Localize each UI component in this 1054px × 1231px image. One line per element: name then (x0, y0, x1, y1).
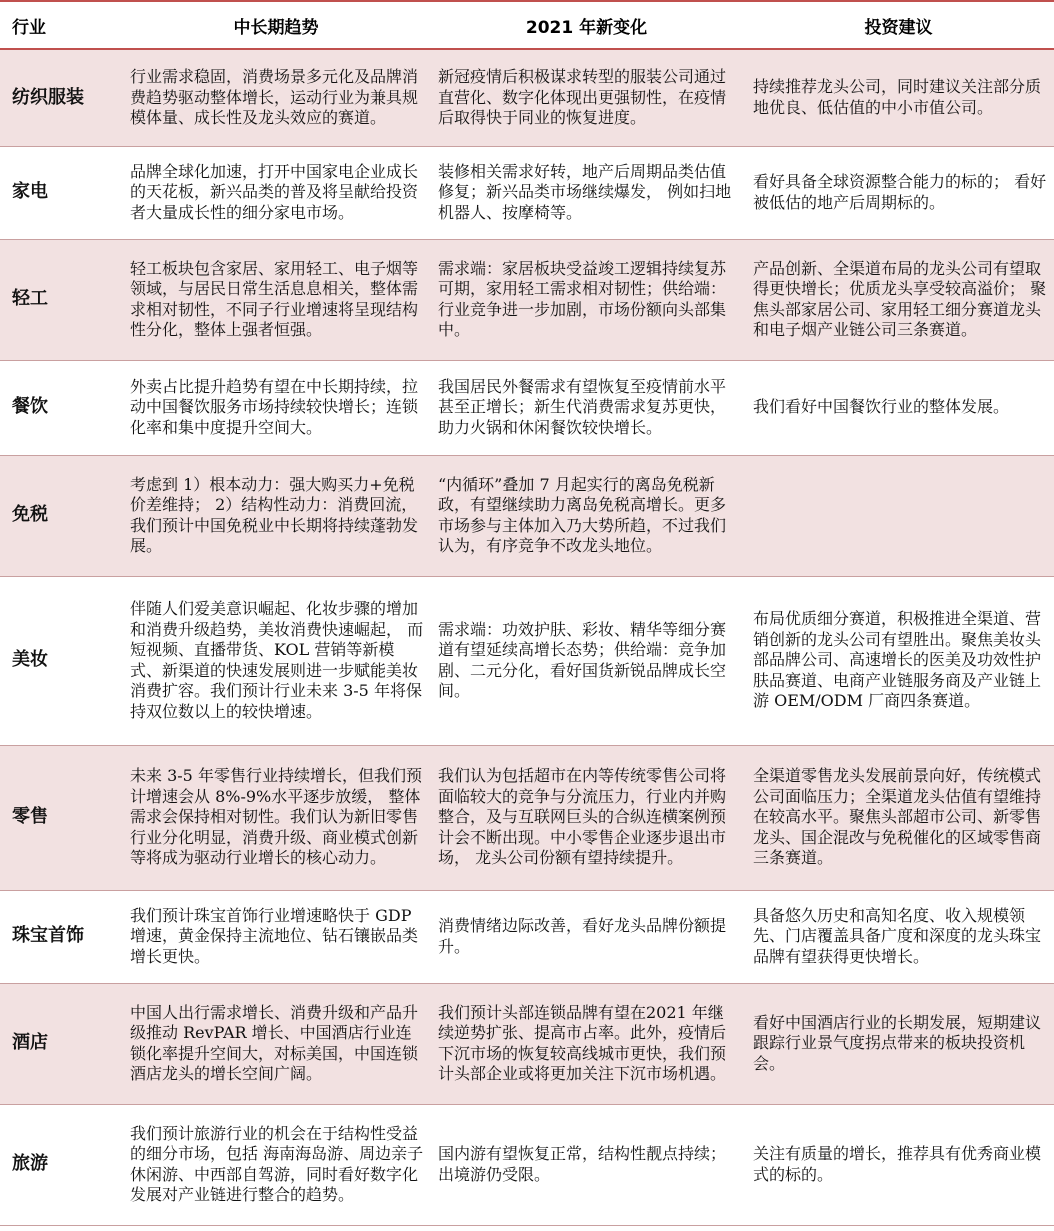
advice-cell: 看好中国酒店行业的长期发展，短期建议跟踪行业景气度拐点带来的板块投资机会。 (743, 983, 1054, 1104)
change-cell: 我国居民外餐需求有望恢复至疫情前水平甚至正增长；新生代消费需求复苏更快，助力火锅和休闲餐饮较快增长。 (430, 360, 743, 455)
industry-cell: 纺织服装 (0, 49, 122, 146)
trend-cell: 未来 3-5 年零售行业持续增长，但我们预计增速会从 8%-9%水平逐步放缓， 整体需求会保持相对韧性。我们认为新旧零售行业分化明显，消费升级、商业模式创新等将成为驱动行业增长的核心动力。 (122, 745, 430, 890)
industry-cell: 旅游 (0, 1104, 122, 1225)
header-row (0, 1, 1054, 49)
advice-cell: 产品创新、全渠道布局的龙头公司有望取得更快增长；优质龙头享受较高溢价； 聚焦头部家居公司、家用轻工细分赛道龙头和电子烟产业链公司三条赛道。 (743, 239, 1054, 360)
industry-cell: 美妆 (0, 576, 122, 745)
table-row (0, 576, 1054, 745)
header-industry: 行业 (0, 1, 122, 49)
change-cell: 国内游有望恢复正常，结构性靓点持续； 出境游仍受限。 (430, 1104, 743, 1225)
table-row (0, 1104, 1054, 1225)
table-row (0, 239, 1054, 360)
trend-cell: 品牌全球化加速，打开中国家电企业成长的天花板，新兴品类的普及将呈献给投资者大量成长性的细分家电市场。 (122, 146, 430, 239)
table-row (0, 983, 1054, 1104)
table-row (0, 49, 1054, 146)
trend-cell: 中国人出行需求增长、消费升级和产品升级推动 RevPAR 增长、中国酒店行业连锁化率提升空间大，对标美国，中国连锁酒店龙头的增长空间广阔。 (122, 983, 430, 1104)
industry-cell: 免税 (0, 455, 122, 576)
industry-cell: 家电 (0, 146, 122, 239)
table-row (0, 360, 1054, 455)
header-2021-changes: 2021 年新变化 (430, 1, 743, 49)
change-cell: 我们认为包括超市在内等传统零售公司将面临较大的竞争与分流压力，行业内并购整合，及与互联网巨头的合纵连横案例预计会不断出现。中小零售企业逐步退出市场， 龙头公司份额有望持续提升。 (430, 745, 743, 890)
trend-cell: 伴随人们爱美意识崛起、化妆步骤的增加和消费升级趋势，美妆消费快速崛起， 而短视频、直播带货、KOL 营销等新模式、新渠道的快速发展则进一步赋能美妆消费扩容。我们预计行业未来 3-5 年将保持双位数以上的较快增速。 (122, 576, 430, 745)
advice-cell: 持续推荐龙头公司，同时建议关注部分质地优良、低估值的中小市值公司。 (743, 49, 1054, 146)
change-cell: 需求端：家居板块受益竣工逻辑持续复苏可期，家用轻工需求相对韧性；供给端：行业竞争进一步加剧，市场份额向头部集中。 (430, 239, 743, 360)
header-long-term-trend: 中长期趋势 (122, 1, 430, 49)
change-cell: “内循环”叠加 7 月起实行的离岛免税新政，有望继续助力离岛免税高增长。更多市场参与主体加入乃大势所趋，不过我们认为，有序竞争不改龙头地位。 (430, 455, 743, 576)
table-row (0, 890, 1054, 983)
advice-cell: 看好具备全球资源整合能力的标的； 看好被低估的地产后周期标的。 (743, 146, 1054, 239)
industry-cell: 餐饮 (0, 360, 122, 455)
advice-cell: 全渠道零售龙头发展前景向好，传统模式公司面临压力；全渠道龙头估值有望维持在较高水平。聚焦头部超市公司、新零售龙头、国企混改与免税催化的区域零售商三条赛道。 (743, 745, 1054, 890)
advice-cell: 我们看好中国餐饮行业的整体发展。 (743, 360, 1054, 455)
industry-cell: 酒店 (0, 983, 122, 1104)
change-cell: 我们预计头部连锁品牌有望在2021 年继续逆势扩张、提高市占率。此外，疫情后下沉市场的恢复较高线城市更快，我们预计头部企业或将更加关注下沉市场机遇。 (430, 983, 743, 1104)
trend-cell: 我们预计珠宝首饰行业增速略快于 GDP 增速，黄金保持主流地位、钻石镶嵌品类增长更快。 (122, 890, 430, 983)
trend-cell: 外卖占比提升趋势有望在中长期持续，拉动中国餐饮服务市场持续较快增长；连锁化率和集中度提升空间大。 (122, 360, 430, 455)
advice-cell (743, 455, 1054, 576)
industry-cell: 零售 (0, 745, 122, 890)
advice-cell: 关注有质量的增长，推荐具有优秀商业模式的标的。 (743, 1104, 1054, 1225)
change-cell: 新冠疫情后积极谋求转型的服装公司通过直营化、数字化体现出更强韧性，在疫情后取得快于同业的恢复进度。 (430, 49, 743, 146)
advice-cell: 布局优质细分赛道，积极推进全渠道、营销创新的龙头公司有望胜出。聚焦美妆头部品牌公司、高速增长的医美及功效性护肤品赛道、电商产业链服务商及产业链上游 OEM/ODM 厂商四条赛道。 (743, 576, 1054, 745)
header-investment-advice: 投资建议 (743, 1, 1054, 49)
table-row (0, 146, 1054, 239)
trend-cell: 行业需求稳固，消费场景多元化及品牌消费趋势驱动整体增长，运动行业为兼具规模体量、成长性及龙头效应的赛道。 (122, 49, 430, 146)
table-row (0, 455, 1054, 576)
industry-cell: 轻工 (0, 239, 122, 360)
table-row (0, 745, 1054, 890)
change-cell: 消费情绪边际改善，看好龙头品牌份额提升。 (430, 890, 743, 983)
advice-cell: 具备悠久历史和高知名度、收入规模领先、门店覆盖具备广度和深度的龙头珠宝品牌有望获得更快增长。 (743, 890, 1054, 983)
trend-cell: 我们预计旅游行业的机会在于结构性受益的细分市场，包括 海南海岛游、周边亲子休闲游、中西部自驾游，同时看好数字化发展对产业链进行整合的趋势。 (122, 1104, 430, 1225)
trend-cell: 考虑到 1）根本动力：强大购买力+免税价差维持； 2）结构性动力：消费回流，我们预计中国免税业中长期将持续蓬勃发展。 (122, 455, 430, 576)
industry-cell: 珠宝首饰 (0, 890, 122, 983)
trend-cell: 轻工板块包含家居、家用轻工、电子烟等领域，与居民日常生活息息相关，整体需求相对韧性，不同子行业增速将呈现结构性分化，整体上强者恒强。 (122, 239, 430, 360)
change-cell: 需求端：功效护肤、彩妆、精华等细分赛道有望延续高增长态势；供给端：竞争加剧、二元分化，看好国货新锐品牌成长空间。 (430, 576, 743, 745)
change-cell: 装修相关需求好转，地产后周期品类估值修复；新兴品类市场继续爆发， 例如扫地机器人、按摩椅等。 (430, 146, 743, 239)
